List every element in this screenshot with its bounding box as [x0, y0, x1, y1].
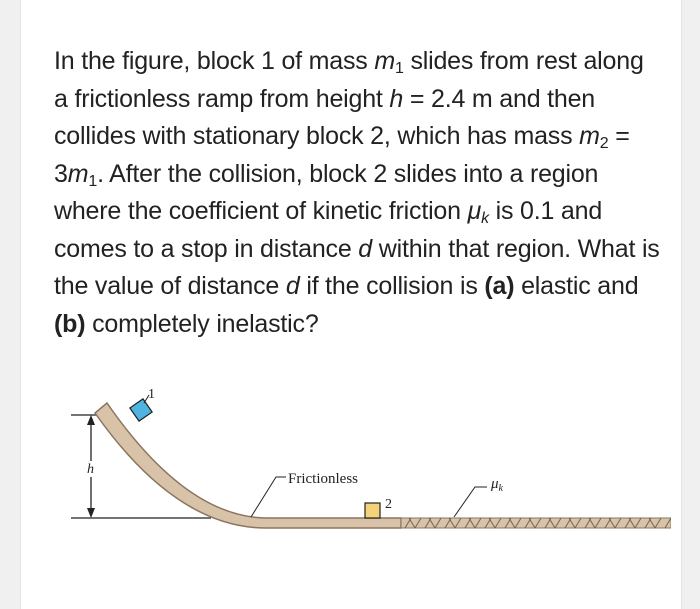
block-1	[130, 399, 152, 421]
part-a-label: (a)	[484, 272, 515, 300]
frictionless-label: Frictionless	[288, 471, 358, 487]
block-2	[365, 503, 380, 518]
ramp-figure	[71, 385, 671, 545]
block-2-label: 2	[385, 497, 392, 512]
ramp	[95, 403, 401, 528]
var-h: h	[389, 84, 404, 113]
mu-leader	[454, 487, 487, 517]
var-mu: μ	[467, 197, 482, 225]
friction-region	[401, 518, 671, 528]
part-b-label: (b)	[54, 309, 86, 338]
block-1-label: 1	[148, 387, 155, 402]
var-d: d	[358, 234, 373, 263]
var-m: m	[374, 47, 395, 75]
mu-label: $\mu_k$	[491, 476, 503, 494]
height-label: h	[87, 462, 94, 477]
question-card	[20, 0, 682, 609]
question-text: In the figure, block 1 of mass $m_1$ slides from rest along a frictionless ramp from height h = 2.4 m and then collides with stationary block 2, which has mass $m_2 = 3m_1$. After the collision, block 2 slides into a region where the coefficient of kinetic friction $\mu_k$ is 0.1 and comes to a stop in distance d within that region. What is the value of distance d if the collision is (a) elastic and (b) completely inelastic?	[54, 47, 660, 338]
frictionless-leader	[251, 477, 286, 517]
